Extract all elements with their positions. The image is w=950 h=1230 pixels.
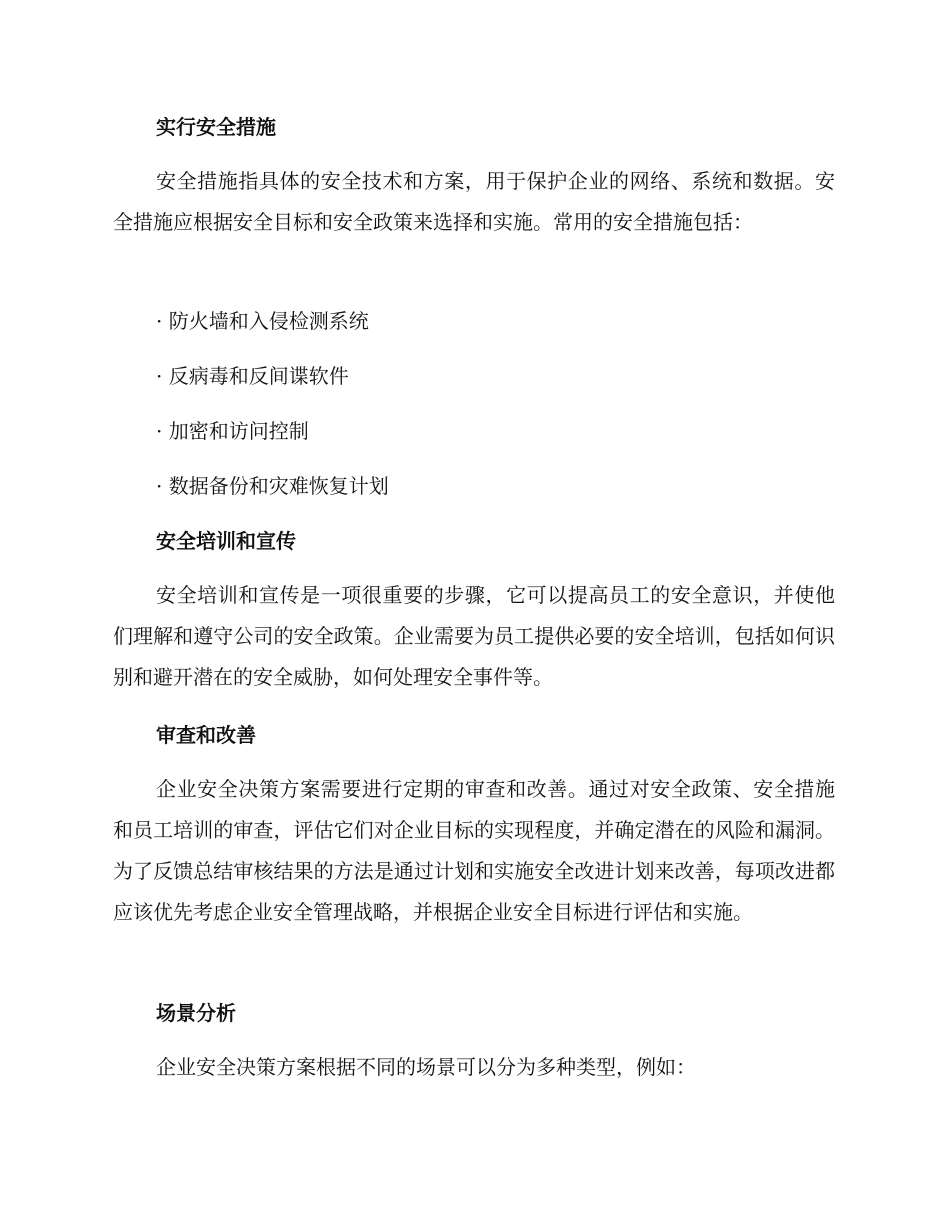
section-paragraph-training: 安全培训和宣传是一项很重要的步骤，它可以提高员工的安全意识，并使他们理解和遵守公司的安全政策。企业需要为员工提供必要的安全培训，包括如何识别和避开潜在的安全威胁，如何处理安全事件等。 [113,583,835,689]
bullet-item-encryption: · 加密和访问控制 [156,419,309,443]
section-heading-security-measures: 实行安全措施 [156,115,276,139]
section-heading-training: 安全培训和宣传 [156,529,296,553]
section-paragraph-security-measures: 安全措施指具体的安全技术和方案，用于保护企业的网络、系统和数据。安全措施应根据安全目标和安全政策来选择和实施。常用的安全措施包括： [113,169,835,234]
bullet-item-antivirus: · 反病毒和反间谍软件 [156,364,349,388]
bullet-item-firewall: · 防火墙和入侵检测系统 [156,309,369,333]
section-heading-review: 审查和改善 [156,723,256,747]
section-paragraph-scenarios: 企业安全决策方案根据不同的场景可以分为多种类型，例如： [156,1055,696,1079]
bullet-item-backup: · 数据备份和灾难恢复计划 [156,474,389,498]
section-paragraph-review: 企业安全决策方案需要进行定期的审查和改善。通过对安全政策、安全措施和员工培训的审查，评估它们对企业目标的实现程度，并确定潜在的风险和漏洞。为了反馈总结审核结果的方法是通过计划和实施安全改进计划来改善，每项改进都应该优先考虑企业安全管理战略，并根据企业安全目标进行评估和实施。 [113,777,835,924]
section-heading-scenarios: 场景分析 [156,1001,236,1025]
